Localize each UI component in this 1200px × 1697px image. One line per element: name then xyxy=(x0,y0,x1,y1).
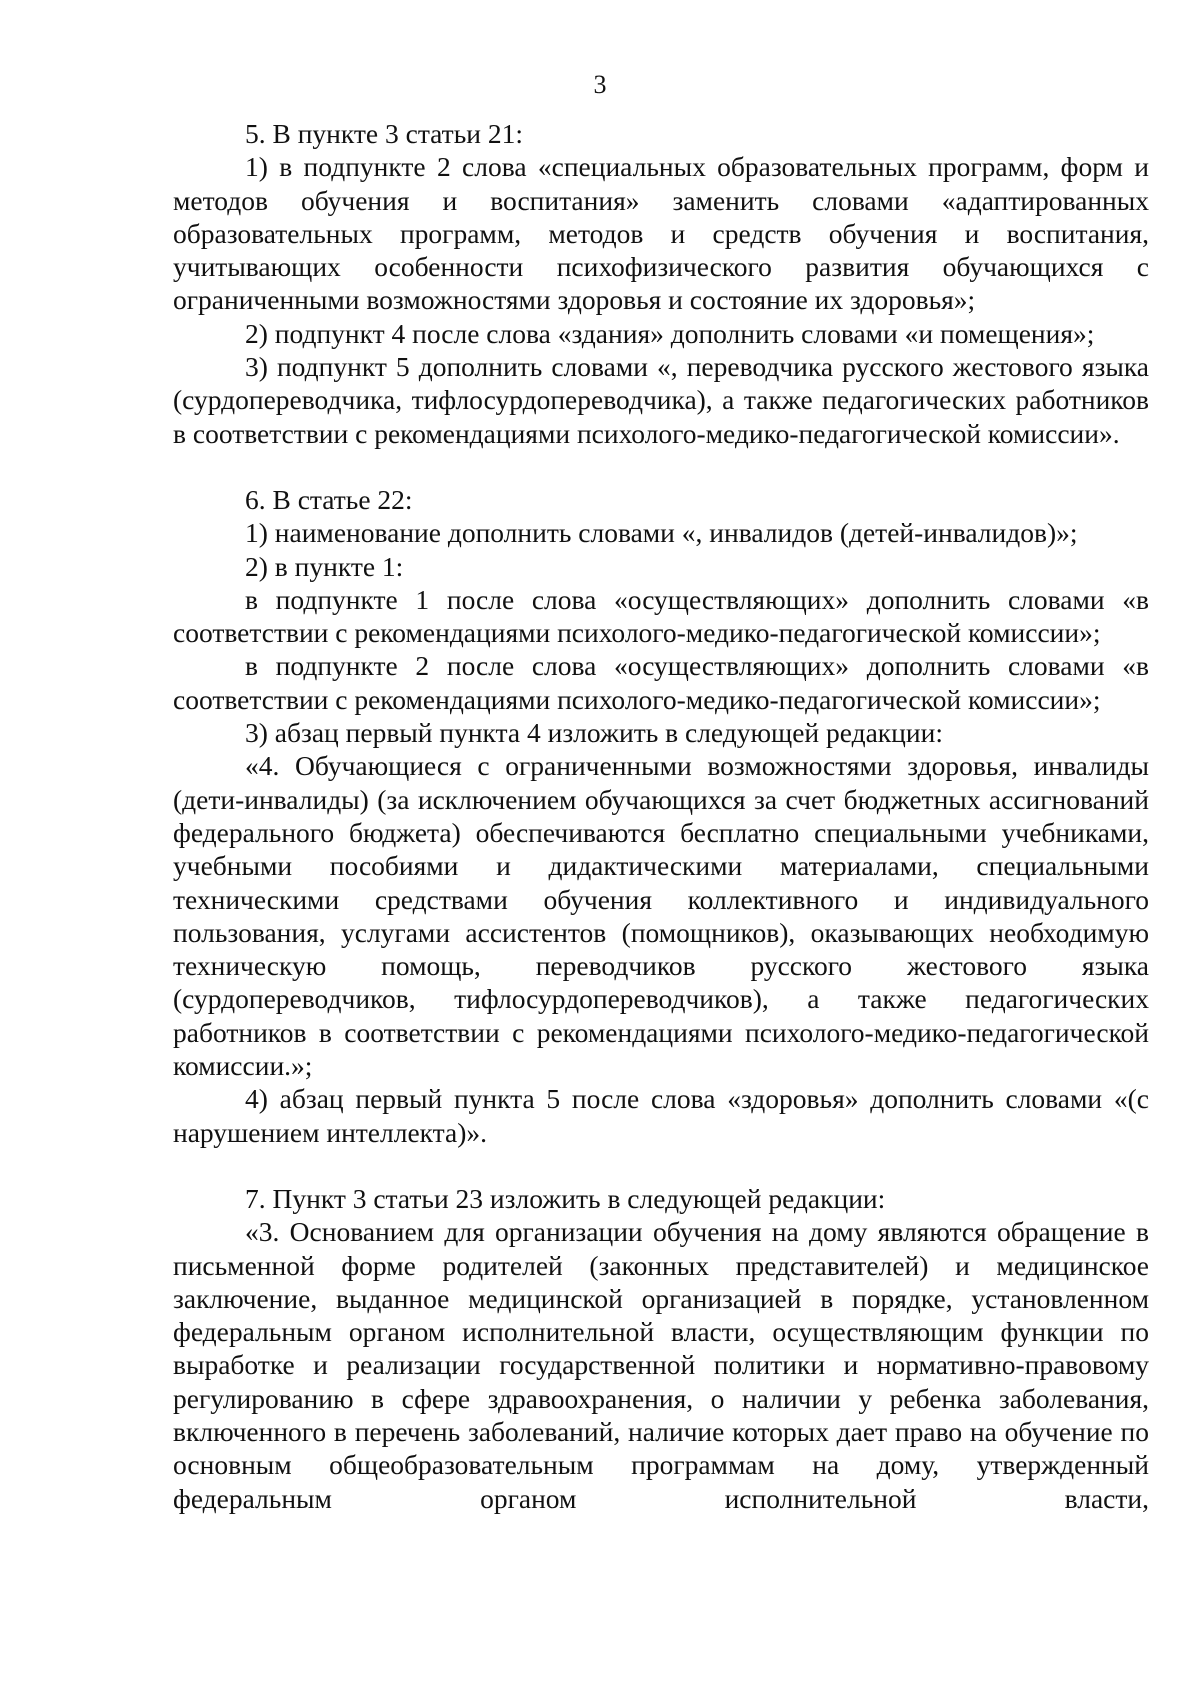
sub-item-paragraph: 4) абзац первый пункта 5 после слова «здоровья» дополнить словами «(с нарушением интеллекта)». xyxy=(173,1083,1149,1148)
sub-item-paragraph: 2) подпункт 4 после слова «здания» дополнить словами «и помещения»; xyxy=(245,317,1095,349)
sub-item-paragraph: в подпункте 1 после слова «осуществляющих» дополнить словами «в соответствии с рекомендациями психолого-медико-педагогической комиссии»; xyxy=(173,583,1149,649)
item-heading: 6. В статье 22: xyxy=(245,483,413,515)
item-heading: 5. В пункте 3 статьи 21: xyxy=(245,118,523,149)
sub-item-paragraph: 2) в пункте 1: xyxy=(245,550,404,582)
item-heading: 7. Пункт 3 статьи 23 изложить в следующей редакции: xyxy=(245,1182,886,1214)
page-number: 3 xyxy=(593,70,607,99)
quoted-paragraph: «3. Основанием для организации обучения на дому являются обращение в письменной форме родителей (законных представителей) и медицинское заключение, выданное медицинской организацией в порядке, установленном федеральным органом исполнительной власти, осуществляющим функции по выработке и реализации государственной политики и нормативно-правовому регулированию в сфере здравоохранения, о наличии у ребенка заболевания, включенного в перечень заболеваний, наличие которых дает право на обучение по основным общеобразовательным программам на дому, утвержденный федеральным органом исполнительной власти, xyxy=(173,1216,1149,1514)
sub-item-paragraph: 3) абзац первый пункта 4 изложить в следующей редакции: xyxy=(245,717,943,749)
sub-item-paragraph: 1) наименование дополнить словами «, инвалидов (детей-инвалидов)»; xyxy=(245,517,1078,549)
document-body xyxy=(173,117,1149,1515)
sub-item-paragraph: 1) в подпункте 2 слова «специальных образовательных программ, форм и методов обучения и воспитания» заменить словами «адаптированных образовательных программ, методов и средств обучения и воспитания, учитывающих особенности психофизического развития обучающихся с ограниченными возможностями здоровья и состояние их здоровья»; xyxy=(173,151,1149,316)
sub-item-paragraph: 3) подпункт 5 дополнить словами «, переводчика русского жестового языка (сурдопереводчика, тифлосурдопереводчика), а также педагогических работников в соответствии с рекомендациями психолого-медико-педагогической комиссии». xyxy=(173,351,1149,449)
quoted-paragraph: «4. Обучающиеся с ограниченными возможностями здоровья, инвалиды (дети-инвалиды) (за исключением обучающихся за счет бюджетных ассигнований федерального бюджета) обеспечиваются бесплатно специальными учебниками, учебными пособиями и дидактическими материалами, специальными техническими средствами обучения коллективного и индивидуального пользования, услугами ассистентов (помощников), оказывающих необходимую техническую помощь, переводчиков русского жестового языка (сурдопереводчиков, тифлосурдопереводчиков), а также педагогических работников в соответствии с рекомендациями психолого-медико-педагогической комиссии.»; xyxy=(173,750,1149,1082)
sub-item-paragraph: в подпункте 2 после слова «осуществляющих» дополнить словами «в соответствии с рекомендациями психолого-медико-педагогической комиссии»; xyxy=(173,650,1149,715)
